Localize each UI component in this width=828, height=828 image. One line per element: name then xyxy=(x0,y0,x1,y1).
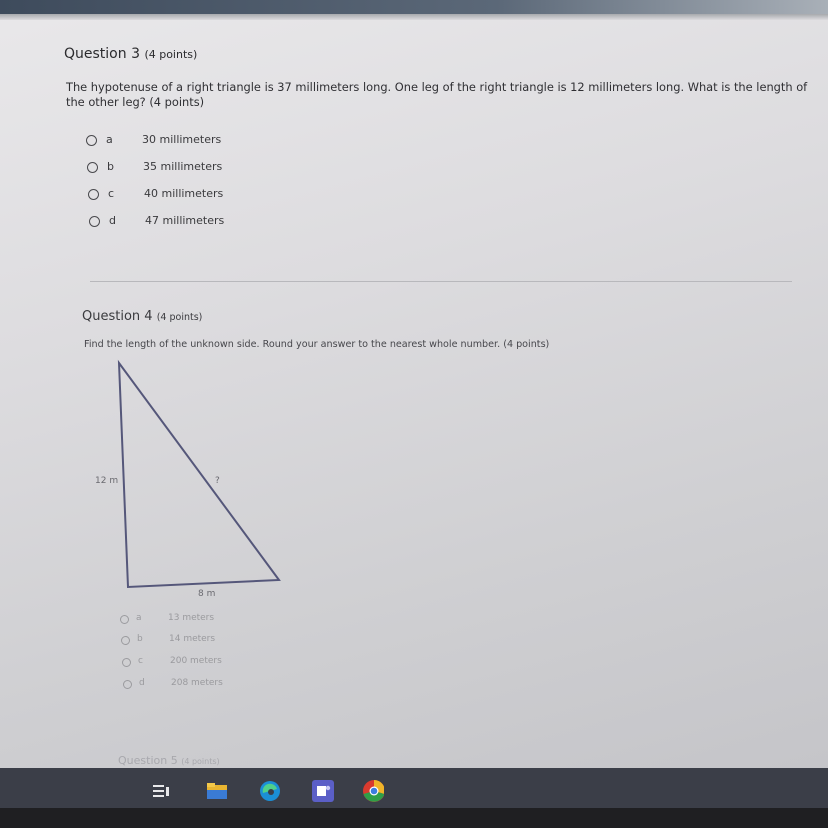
bottom-side-label: 8 m xyxy=(198,589,216,599)
choice-answer: 40 millimeters xyxy=(144,187,224,200)
radio-button[interactable] xyxy=(122,658,131,667)
choice-letter: b xyxy=(107,160,114,173)
question-3-text: The hypotenuse of a right triangle is 37 millimeters long. One leg of the right triangle is 12 millimeters long. What is the length of the other leg? (4 points) xyxy=(66,80,808,109)
question-5-title xyxy=(118,754,220,767)
monitor-bezel xyxy=(0,808,828,828)
choice-answer: 35 millimeters xyxy=(143,160,223,173)
choice-answer: 14 meters xyxy=(169,634,216,644)
question-5-points: (4 points) xyxy=(181,757,220,766)
task-view-icon[interactable] xyxy=(150,780,172,802)
choice-answer: 30 millimeters xyxy=(142,133,222,146)
choice-letter: a xyxy=(136,613,142,623)
triangle-outline xyxy=(119,363,279,587)
question-3-points: (4 points) xyxy=(144,48,198,61)
question-4-points: (4 points) xyxy=(156,312,203,323)
choice-letter: b xyxy=(137,634,143,644)
taskbar xyxy=(0,768,828,808)
chrome-icon[interactable] xyxy=(362,780,384,802)
radio-button[interactable] xyxy=(120,615,129,624)
radio-button[interactable] xyxy=(121,636,130,645)
teams-icon[interactable] xyxy=(312,780,334,802)
radio-button[interactable] xyxy=(123,680,132,689)
edge-browser-icon[interactable] xyxy=(259,780,281,802)
choice-answer: 47 millimeters xyxy=(145,214,225,227)
choice-letter: c xyxy=(138,656,143,666)
choice-letter: a xyxy=(106,133,113,146)
choice-letter: d xyxy=(139,678,145,688)
file-explorer-icon[interactable] xyxy=(206,780,228,802)
hypotenuse-label: ? xyxy=(215,476,220,486)
question-4-text: Find the length of the unknown side. Round your answer to the nearest whole number. (4 points) xyxy=(84,339,550,350)
choice-answer: 200 meters xyxy=(170,656,222,666)
question-3-label: Question 3 xyxy=(64,46,140,62)
question-5-label: Question 5 xyxy=(118,754,178,767)
choice-answer: 208 meters xyxy=(171,678,223,688)
choice-letter: c xyxy=(108,187,115,200)
choice-letter: d xyxy=(109,214,116,227)
question-4-label: Question 4 xyxy=(82,309,153,324)
choice-answer: 13 meters xyxy=(168,613,215,623)
left-side-label: 12 m xyxy=(95,476,119,486)
